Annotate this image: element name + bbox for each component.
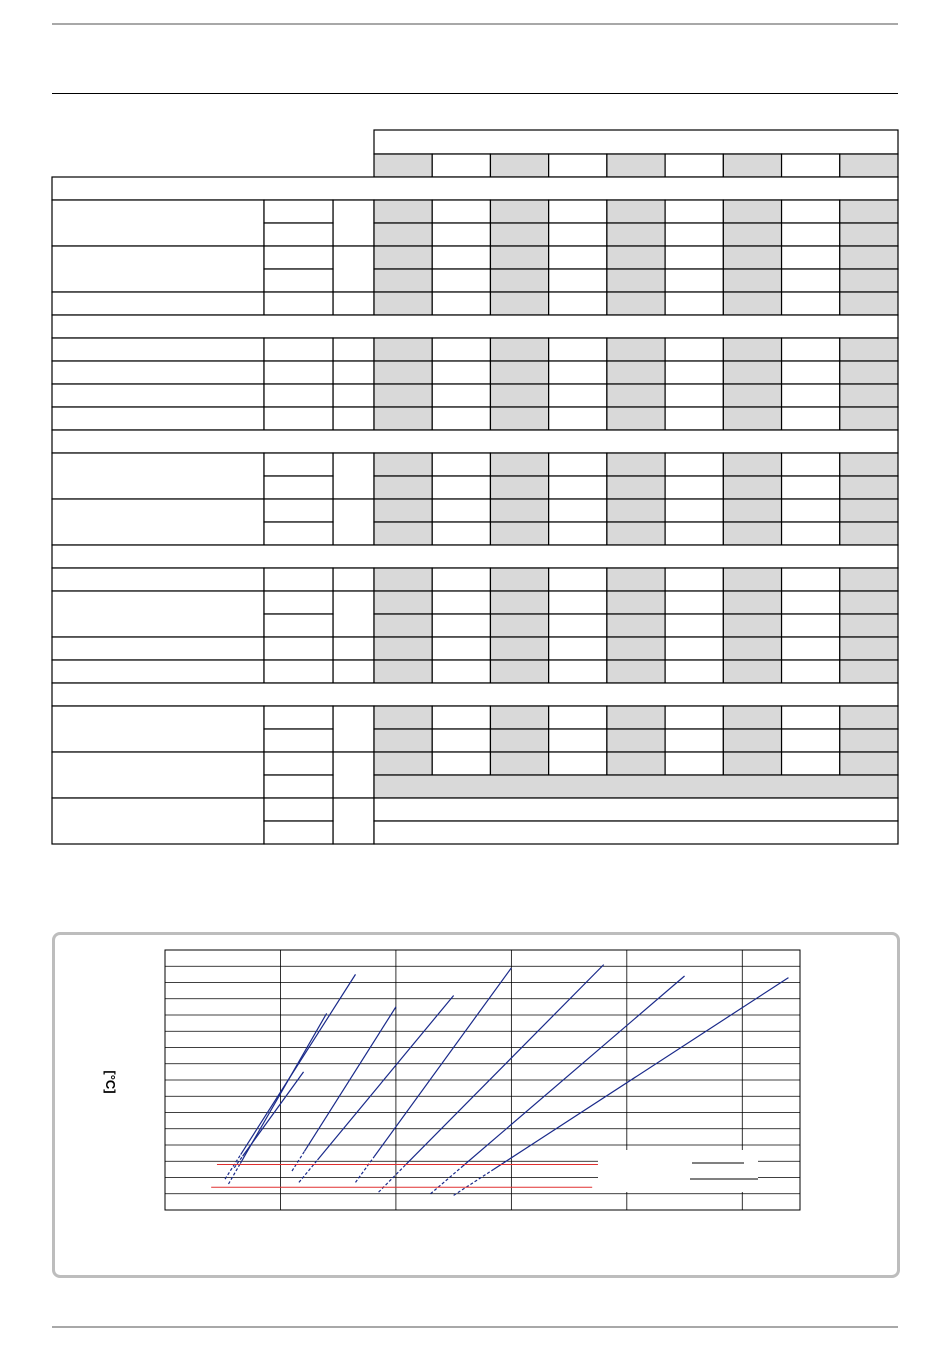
data-cell [432, 706, 490, 729]
model-column-header [723, 154, 781, 177]
data-cell [840, 637, 898, 660]
data-cell [723, 752, 781, 775]
data-cell [432, 614, 490, 637]
row-unit-cell [333, 246, 374, 292]
row-sub-label-cell [264, 246, 333, 269]
data-cell [432, 660, 490, 683]
row-label-cell [52, 200, 264, 246]
data-cell [549, 591, 607, 614]
data-cell [490, 453, 548, 476]
data-cell [374, 499, 432, 522]
data-cell [607, 361, 665, 384]
row-sub-label-cell [264, 200, 333, 223]
data-cell [432, 476, 490, 499]
data-cell [665, 637, 723, 660]
model-column-header [665, 154, 723, 177]
data-cell [665, 752, 723, 775]
data-cell [607, 637, 665, 660]
data-cell [782, 269, 840, 292]
data-cell [432, 453, 490, 476]
data-cell [782, 292, 840, 315]
data-cell [665, 706, 723, 729]
data-cell [549, 361, 607, 384]
row-unit-cell [333, 292, 374, 315]
data-cell [665, 614, 723, 637]
data-cell [490, 223, 548, 246]
data-cell [549, 338, 607, 361]
data-cell [490, 499, 548, 522]
data-cell [490, 361, 548, 384]
data-cell [607, 729, 665, 752]
data-cell [723, 200, 781, 223]
data-cell [665, 453, 723, 476]
row-label-cell [52, 591, 264, 637]
data-cell [374, 200, 432, 223]
data-cell [549, 614, 607, 637]
data-cell [374, 614, 432, 637]
data-cell [607, 223, 665, 246]
data-cell [549, 752, 607, 775]
data-cell [607, 591, 665, 614]
row-sub-label-cell [264, 614, 333, 637]
data-cell [490, 522, 548, 545]
data-cell [782, 637, 840, 660]
data-cell [607, 614, 665, 637]
data-cell [665, 476, 723, 499]
data-cell [549, 246, 607, 269]
data-cell [723, 660, 781, 683]
data-cell [782, 476, 840, 499]
data-cell [840, 292, 898, 315]
data-cell [432, 338, 490, 361]
data-cell [782, 246, 840, 269]
data-cell [374, 292, 432, 315]
data-cell [549, 729, 607, 752]
data-cell [607, 269, 665, 292]
data-cell [723, 637, 781, 660]
data-cell [782, 614, 840, 637]
data-cell [374, 660, 432, 683]
row-sub-label-cell [264, 591, 333, 614]
data-cell [432, 292, 490, 315]
row-unit-cell [333, 591, 374, 637]
data-cell [374, 752, 432, 775]
data-cell [782, 522, 840, 545]
data-cell [549, 568, 607, 591]
data-cell [374, 568, 432, 591]
data-cell [490, 476, 548, 499]
data-cell [723, 476, 781, 499]
row-label-cell [52, 384, 264, 407]
data-cell [665, 338, 723, 361]
data-cell [782, 752, 840, 775]
data-cell [432, 223, 490, 246]
row-sub-label-cell [264, 775, 333, 798]
data-cell [607, 338, 665, 361]
data-cell [840, 246, 898, 269]
chart-y-axis-label: [°C] [103, 1070, 118, 1094]
row-sub-label-cell [264, 752, 333, 775]
data-cell [490, 384, 548, 407]
section-row [52, 177, 898, 200]
data-cell [432, 729, 490, 752]
row-sub-label-cell [264, 223, 333, 246]
data-cell [374, 384, 432, 407]
data-cell [723, 269, 781, 292]
data-cell [665, 407, 723, 430]
row-sub-label-cell [264, 453, 333, 476]
data-cell [840, 338, 898, 361]
data-cell [840, 499, 898, 522]
row-sub-label-cell [264, 338, 333, 361]
data-cell [490, 614, 548, 637]
data-cell [607, 407, 665, 430]
data-cell [665, 246, 723, 269]
row-unit-cell [333, 798, 374, 844]
data-cell [840, 200, 898, 223]
data-cell [549, 407, 607, 430]
data-cell [432, 200, 490, 223]
data-cell [665, 269, 723, 292]
row-label-cell [52, 292, 264, 315]
data-cell [782, 568, 840, 591]
row-sub-label-cell [264, 522, 333, 545]
row-unit-cell [333, 338, 374, 361]
data-cell [665, 660, 723, 683]
data-cell [432, 637, 490, 660]
row-label-cell [52, 752, 264, 798]
merged-data-cell [374, 775, 898, 798]
data-cell [432, 752, 490, 775]
data-cell [723, 591, 781, 614]
data-cell [490, 660, 548, 683]
data-cell [723, 568, 781, 591]
row-unit-cell [333, 499, 374, 545]
model-group-header [374, 130, 898, 154]
data-cell [840, 752, 898, 775]
section-row [52, 545, 898, 568]
data-cell [549, 200, 607, 223]
model-column-header [549, 154, 607, 177]
row-unit-cell [333, 660, 374, 683]
row-label-cell [52, 568, 264, 591]
data-cell [549, 292, 607, 315]
data-cell [607, 384, 665, 407]
data-cell [723, 246, 781, 269]
data-cell [549, 223, 607, 246]
data-cell [432, 384, 490, 407]
data-cell [665, 591, 723, 614]
row-unit-cell [333, 361, 374, 384]
data-cell [490, 200, 548, 223]
section-row [52, 683, 898, 706]
data-cell [782, 407, 840, 430]
data-cell [723, 453, 781, 476]
row-unit-cell [333, 384, 374, 407]
row-sub-label-cell [264, 821, 333, 844]
data-cell [374, 338, 432, 361]
row-label-cell [52, 637, 264, 660]
data-cell [723, 384, 781, 407]
data-cell [490, 706, 548, 729]
row-sub-label-cell [264, 384, 333, 407]
data-cell [607, 292, 665, 315]
data-cell [549, 476, 607, 499]
row-sub-label-cell [264, 269, 333, 292]
data-cell [782, 729, 840, 752]
data-cell [490, 338, 548, 361]
data-cell [723, 729, 781, 752]
row-label-cell [52, 660, 264, 683]
data-cell [723, 338, 781, 361]
data-cell [432, 499, 490, 522]
row-sub-label-cell [264, 499, 333, 522]
data-cell [840, 223, 898, 246]
row-unit-cell [333, 200, 374, 246]
row-label-cell [52, 246, 264, 292]
data-cell [782, 361, 840, 384]
data-cell [432, 361, 490, 384]
data-cell [723, 407, 781, 430]
data-cell [665, 729, 723, 752]
model-column-header [374, 154, 432, 177]
data-cell [549, 522, 607, 545]
row-unit-cell [333, 706, 374, 752]
data-cell [490, 637, 548, 660]
row-sub-label-cell [264, 361, 333, 384]
data-cell [840, 706, 898, 729]
data-cell [490, 568, 548, 591]
data-cell [432, 246, 490, 269]
row-label-cell [52, 706, 264, 752]
data-cell [665, 292, 723, 315]
data-cell [782, 453, 840, 476]
data-cell [607, 453, 665, 476]
data-cell [782, 200, 840, 223]
data-cell [374, 361, 432, 384]
row-label-cell [52, 453, 264, 499]
data-cell [607, 246, 665, 269]
model-column-header [490, 154, 548, 177]
data-cell [432, 269, 490, 292]
data-cell [665, 200, 723, 223]
data-cell [782, 499, 840, 522]
data-cell [549, 637, 607, 660]
data-cell [665, 568, 723, 591]
data-cell [840, 384, 898, 407]
data-cell [607, 660, 665, 683]
chart-panel [52, 932, 900, 1278]
data-cell [607, 476, 665, 499]
data-cell [490, 591, 548, 614]
data-cell [374, 407, 432, 430]
data-cell [432, 407, 490, 430]
data-cell [549, 453, 607, 476]
data-cell [782, 223, 840, 246]
footer-rule [52, 1326, 898, 1328]
data-cell [432, 522, 490, 545]
merged-data-cell [374, 798, 898, 821]
data-cell [840, 269, 898, 292]
data-cell [782, 706, 840, 729]
section-row [52, 430, 898, 453]
data-cell [840, 407, 898, 430]
data-cell [490, 292, 548, 315]
model-column-header [840, 154, 898, 177]
model-column-header [607, 154, 665, 177]
data-cell [549, 660, 607, 683]
row-sub-label-cell [264, 706, 333, 729]
row-sub-label-cell [264, 729, 333, 752]
data-cell [549, 499, 607, 522]
data-cell [840, 591, 898, 614]
data-cell [432, 591, 490, 614]
data-cell [782, 384, 840, 407]
data-cell [374, 591, 432, 614]
data-cell [549, 706, 607, 729]
row-sub-label-cell [264, 660, 333, 683]
data-cell [840, 522, 898, 545]
row-sub-label-cell [264, 407, 333, 430]
data-cell [490, 752, 548, 775]
data-cell [840, 660, 898, 683]
data-cell [782, 660, 840, 683]
row-sub-label-cell [264, 568, 333, 591]
row-unit-cell [333, 637, 374, 660]
data-cell [840, 361, 898, 384]
data-cell [723, 614, 781, 637]
data-cell [723, 522, 781, 545]
row-sub-label-cell [264, 476, 333, 499]
data-cell [607, 499, 665, 522]
data-cell [723, 706, 781, 729]
data-cell [840, 568, 898, 591]
data-cell [723, 361, 781, 384]
data-cell [607, 706, 665, 729]
data-cell [432, 568, 490, 591]
data-cell [723, 499, 781, 522]
data-cell [665, 499, 723, 522]
row-label-cell [52, 499, 264, 545]
data-cell [840, 729, 898, 752]
data-cell [374, 453, 432, 476]
data-cell [374, 729, 432, 752]
section-row [52, 315, 898, 338]
row-label-cell [52, 338, 264, 361]
row-unit-cell [333, 407, 374, 430]
data-cell [549, 384, 607, 407]
data-cell [374, 522, 432, 545]
data-cell [374, 269, 432, 292]
data-cell [840, 476, 898, 499]
row-label-cell [52, 798, 264, 844]
data-cell [665, 223, 723, 246]
row-label-cell [52, 361, 264, 384]
data-cell [490, 246, 548, 269]
data-cell [607, 752, 665, 775]
data-cell [374, 637, 432, 660]
data-cell [782, 338, 840, 361]
data-cell [665, 384, 723, 407]
row-sub-label-cell [264, 292, 333, 315]
row-label-cell [52, 407, 264, 430]
data-cell [549, 269, 607, 292]
data-cell [374, 223, 432, 246]
data-cell [723, 292, 781, 315]
data-cell [840, 453, 898, 476]
model-column-header [432, 154, 490, 177]
data-cell [490, 407, 548, 430]
data-cell [374, 706, 432, 729]
model-column-header [782, 154, 840, 177]
data-cell [723, 223, 781, 246]
data-cell [490, 269, 548, 292]
data-cell [374, 476, 432, 499]
data-cell [607, 200, 665, 223]
merged-data-cell [374, 821, 898, 844]
data-cell [607, 522, 665, 545]
data-cell [374, 246, 432, 269]
row-sub-label-cell [264, 798, 333, 821]
row-sub-label-cell [264, 637, 333, 660]
data-cell [607, 568, 665, 591]
row-unit-cell [333, 453, 374, 499]
data-cell [840, 614, 898, 637]
data-cell [665, 361, 723, 384]
data-cell [782, 591, 840, 614]
data-cell [490, 729, 548, 752]
row-unit-cell [333, 568, 374, 591]
row-unit-cell [333, 752, 374, 798]
data-cell [665, 522, 723, 545]
